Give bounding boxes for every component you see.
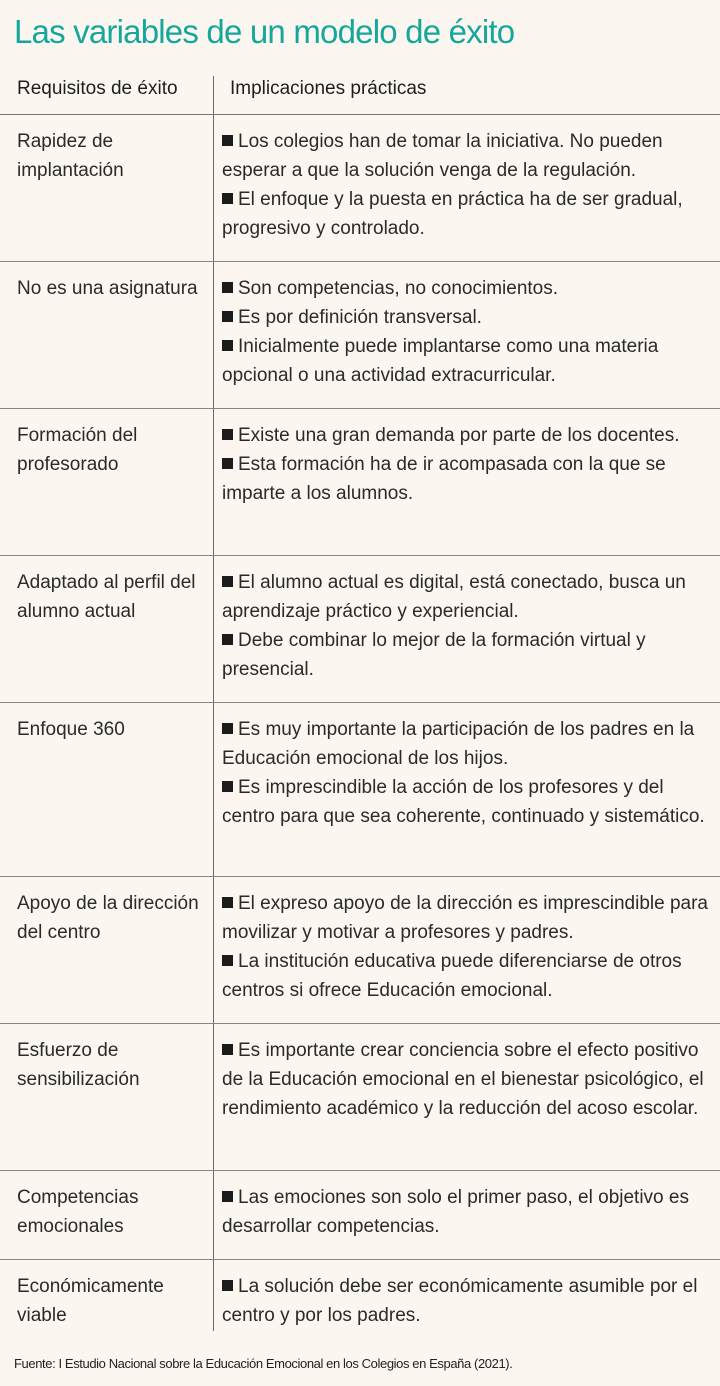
implication-item: [222, 185, 708, 243]
table-header: [0, 68, 720, 115]
implication-item: [222, 450, 708, 508]
implication-item: [222, 1036, 708, 1123]
implication-text: El expreso apoyo de la dirección es imprescindible para movilizar y motivar a profesores y padres.: [222, 893, 708, 943]
implication-text: Inicialmente puede implantarse como una materia opcional o una actividad extracurricular.: [222, 336, 659, 386]
table-row: [0, 1024, 720, 1171]
requirements-table: [0, 68, 720, 1342]
implications-cell: [222, 1272, 708, 1330]
implication-text: Existe una gran demanda por parte de los docentes.: [238, 425, 680, 446]
implication-text: Es muy importante la participación de los padres en la Educación emocional de los hijos.: [222, 719, 695, 769]
requirement-cell: No es una asignatura: [17, 278, 198, 299]
bullet-square-icon: [222, 634, 233, 645]
bullet-square-icon: [222, 1280, 233, 1291]
implication-item: [222, 421, 708, 450]
table-row: [0, 703, 720, 877]
implications-cell: [222, 1183, 708, 1241]
implications-cell: [222, 715, 708, 831]
bullet-square-icon: [222, 193, 233, 204]
implications-cell: [222, 1036, 708, 1123]
implication-text: Es importante crear conciencia sobre el efecto positivo de la Educación emocional en el bienestar psicológico, el rendimiento académico y la reducción del acoso escolar.: [222, 1040, 704, 1119]
bullet-square-icon: [222, 282, 233, 293]
implication-item: [222, 1183, 708, 1241]
bullet-square-icon: [222, 340, 233, 351]
requirement-cell: Apoyo de la dirección del centro: [17, 893, 199, 943]
implication-item: [222, 568, 708, 626]
table-row: [0, 1171, 720, 1260]
requirement-cell: Rapidez de implantación: [17, 131, 124, 181]
table-row: [0, 262, 720, 409]
implication-text: Las emociones son solo el primer paso, el objetivo es desarrollar competencias.: [222, 1187, 689, 1237]
implication-text: Debe combinar lo mejor de la formación virtual y presencial.: [222, 630, 646, 680]
implication-item: [222, 889, 708, 947]
header-requirements: Requisitos de éxito: [17, 78, 178, 99]
implication-item: [222, 1272, 708, 1330]
page-title: Las variables de un modelo de éxito: [14, 13, 515, 50]
table-row: [0, 1260, 720, 1342]
implications-cell: [222, 889, 708, 1005]
implication-item: [222, 303, 708, 332]
table-row: [0, 115, 720, 262]
bullet-square-icon: [222, 458, 233, 469]
implication-text: El enfoque y la puesta en práctica ha de ser gradual, progresivo y controlado.: [222, 189, 683, 239]
implication-text: Son competencias, no conocimientos.: [238, 278, 559, 299]
implication-text: Esta formación ha de ir acompasada con la que se imparte a los alumnos.: [222, 454, 666, 504]
bullet-square-icon: [222, 781, 233, 792]
table-row: [0, 556, 720, 703]
implication-item: [222, 773, 708, 831]
bullet-square-icon: [222, 135, 233, 146]
source-note: Fuente: I Estudio Nacional sobre la Educación Emocional en los Colegios en España (2021).: [14, 1356, 513, 1371]
implications-cell: [222, 274, 708, 390]
requirement-cell: Adaptado al perfil del alumno actual: [17, 572, 196, 622]
implication-text: Los colegios han de tomar la iniciativa. No pueden esperar a que la solución venga de la regulación.: [222, 131, 663, 181]
implication-item: [222, 274, 708, 303]
implication-item: [222, 332, 708, 390]
requirement-cell: Esfuerzo de sensibilización: [17, 1040, 140, 1090]
implication-item: [222, 127, 708, 185]
requirement-cell: Formación del profesorado: [17, 425, 138, 475]
implications-cell: [222, 127, 708, 243]
implication-text: Es imprescindible la acción de los profesores y del centro para que sea coherente, continuado y sistemático.: [222, 777, 705, 827]
bullet-square-icon: [222, 1191, 233, 1202]
implications-cell: [222, 568, 708, 684]
requirement-cell: Competencias emocionales: [17, 1187, 139, 1237]
implication-item: [222, 947, 708, 1005]
implications-cell: [222, 421, 708, 508]
implication-item: [222, 715, 708, 773]
bullet-square-icon: [222, 955, 233, 966]
bullet-square-icon: [222, 723, 233, 734]
implication-text: La institución educativa puede diferenciarse de otros centros si ofrece Educación emocional.: [222, 951, 682, 1001]
bullet-square-icon: [222, 576, 233, 587]
requirement-cell: Enfoque 360: [17, 719, 125, 740]
implication-text: La solución debe ser económicamente asumible por el centro y por los padres.: [222, 1276, 698, 1326]
implication-text: El alumno actual es digital, está conectado, busca un aprendizaje práctico y experiencial.: [222, 572, 686, 622]
header-implications: Implicaciones prácticas: [230, 78, 427, 99]
table-body: [0, 115, 720, 1342]
table-row: [0, 409, 720, 556]
implication-text: Es por definición transversal.: [238, 307, 482, 328]
implication-item: [222, 626, 708, 684]
table-row: [0, 877, 720, 1024]
bullet-square-icon: [222, 429, 233, 440]
bullet-square-icon: [222, 1044, 233, 1055]
requirement-cell: Económicamente viable: [17, 1276, 164, 1326]
bullet-square-icon: [222, 897, 233, 908]
bullet-square-icon: [222, 311, 233, 322]
